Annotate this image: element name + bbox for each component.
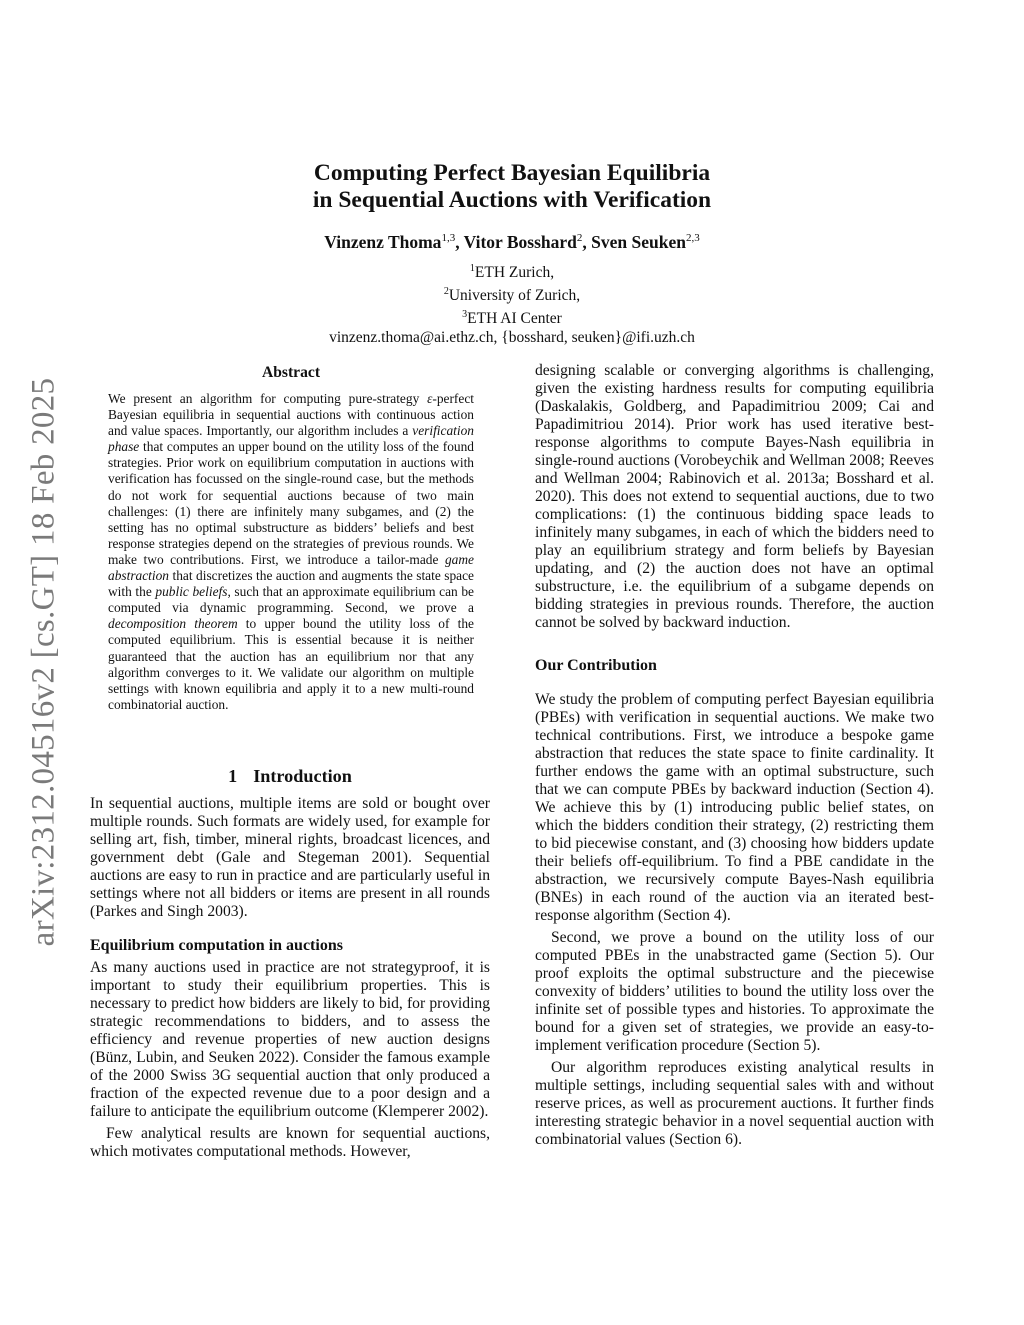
right-column-body <box>535 362 934 1149</box>
author-emails: vinzenz.thoma@ai.ethz.ch, {bosshard, seuken}@ifi.uzh.ch <box>329 329 695 347</box>
title-line-2: in Sequential Auctions with Verification <box>312 187 712 213</box>
section-heading-introduction <box>90 766 490 787</box>
author-name: Vitor Bosshard <box>463 232 577 252</box>
abstract-paragraph: We present an algorithm for computing pure-strategy ε-perfect Bayesian equilibria in sequential auctions with continuous action and value spaces. Importantly, our algorithm includes a verification phase that computes an upper bound on the utility loss of the found strategies. Prior work on equilibrium computation in auctions with verification has focussed on the single-round case, but the methods do not work for sequential auctions because of two main challenges: (1) there are infinitely many subgames, and (2) the setting has no optimal substructure as bidders’ beliefs and best response strategies depend on the strategies of previous rounds. We make two contributions. First, we introduce a tailor-made game abstraction that discretizes the auction and augments the state space with the public beliefs, such that an approximate equilibrium can be computed via dynamic programming. Second, we prove a decomposition theorem to upper bound the utility loss of the computed equilibrium. This is essential because it is neither guaranteed that the auction has an equilibrium nor that any algorithm converges to it. We validate our algorithm on multiple settings with known equilibria and apply it to a new multi-round combinatorial auction. <box>108 391 474 712</box>
affiliation-2: $^2$University of Zurich, <box>443 286 581 305</box>
intro-paragraph-2: As many auctions used in practice are not strategyproof, it is important to study their equilibrium properties. This is necessary to predict how bidders are likely to bid, for providing strategic recommendations to bidders, and to assess the efficiency and revenue properties of new auction designs (Bünz, Lubin, and Seuken 2022). Consider the famous example of the 2000 Swiss 3G sequential auction that only produced a fraction of the expected revenue due to a poor design and a failure to anticipate the equilibrium outcome (Klemperer 2002). <box>90 959 490 1120</box>
intro-paragraph-3: Few analytical results are known for sequential auctions, which motivates computational methods. However, <box>90 1125 490 1160</box>
contribution-paragraph-1: We study the problem of computing perfect Bayesian equilibria (PBEs) with verification in sequential auctions. We make two technical contributions. First, we introduce a bespoke game abstraction that reduces the state space to finite cardinality. It further endows the game with an optimal substructure, such that we can compute PBEs by backward induction (Section 4). We achieve this by (1) introducing public belief states, on which the bidders condition their strategy, (2) restricting them to bid piecewise constant, and (3) choosing how bidders update their beliefs off-equilibrium. To find a PBE candidate in the abstraction, we recursively compute Bayes-Nash equilibria (BNEs) in each round of the auction via an iterated best-response algorithm (Section 4). <box>535 691 934 924</box>
author-affil-sup: 2,3 <box>685 232 700 245</box>
contribution-paragraph-3: Our algorithm reproduces existing analytical results in multiple settings, including sequential sales with and without reserve prices, as well as procurement auctions. It further finds interesting strategic behavior in a novel sequential auction with combinatorial values (Section 6). <box>535 1059 934 1148</box>
subheading-our-contribution: Our Contribution <box>535 657 657 674</box>
affiliation-3: $^3$ETH AI Center <box>462 309 562 328</box>
left-column-body <box>90 795 490 1161</box>
section-title: Introduction <box>253 766 352 786</box>
author-affil-sup: 2 <box>576 232 583 245</box>
author-name: Sven Seuken <box>591 232 686 252</box>
right-paragraph-1: designing scalable or converging algorithms is challenging, given the existing hardness results for computing equilibria (Daskalakis, Goldberg, and Papadimitriou 2009; Cai and Papadimitriou 2014). Prior work has used iterative best-response algorithms to compute Bayes-Nash equilibria in single-round auctions (Vorobeychik and Wellman 2008; Reeves and Wellman 2004; Rabinovich et al. 2013a; Bosshard et al. 2020). This does not extend to sequential auctions, due to two complications: (1) the continuous bidding space leads to infinitely many subgames, in each of which the bidders need to play an equilibrium strategy and form beliefs by Bayesian updating, and (2) the auction does not have an optimal substructure, i.e. the equilibrium of a subgame depends on bidding strategies in previous rounds. Therefore, the auction cannot be solved by backward induction. <box>535 362 934 631</box>
section-number: 1 <box>228 766 238 786</box>
author-name: Vinzenz Thoma <box>324 232 442 252</box>
affiliations <box>0 259 1024 347</box>
author-list: Vinzenz Thoma$^{1,3}$, Vitor Bosshard$^2$, Sven Seuken$^{2,3}$ <box>324 232 700 252</box>
intro-paragraph-1: In sequential auctions, multiple items are sold or bought over multiple rounds. Such formats are widely used, for example for selling art, fish, timber, mineral rights, broadcast licences, and government debt (Gale and Stegeman 2001). Sequential auctions are easy to run in practice and are particularly useful in settings where not all bidders or items are present in all rounds (Parkes and Singh 2003). <box>90 795 490 920</box>
title-line-1: Computing Perfect Bayesian Equilibria <box>313 160 711 186</box>
abstract-body <box>108 391 474 713</box>
abstract-heading: Abstract <box>261 364 321 381</box>
author-affil-sup: 1,3 <box>441 232 456 245</box>
contribution-paragraph-2: Second, we prove a bound on the utility loss of our computed PBEs in the unabstracted game (Section 5). Our proof exploits the optimal substructure and the piecewise convexity of bidders’ utilities to bound the utility loss over the infinite set of possible types and histories. To approximate the bound for a given set of strategies, we provide an easy-to-implement verification procedure (Section 5). <box>535 929 934 1054</box>
affiliation-1: $^1$ETH Zurich, <box>469 263 555 282</box>
subheading-equilibrium-computation: Equilibrium computation in auctions <box>90 937 343 954</box>
paper-title <box>0 160 1024 214</box>
arxiv-identifier: arXiv:2312.04516v2 [cs.GT] 18 Feb 2025 <box>25 377 62 947</box>
